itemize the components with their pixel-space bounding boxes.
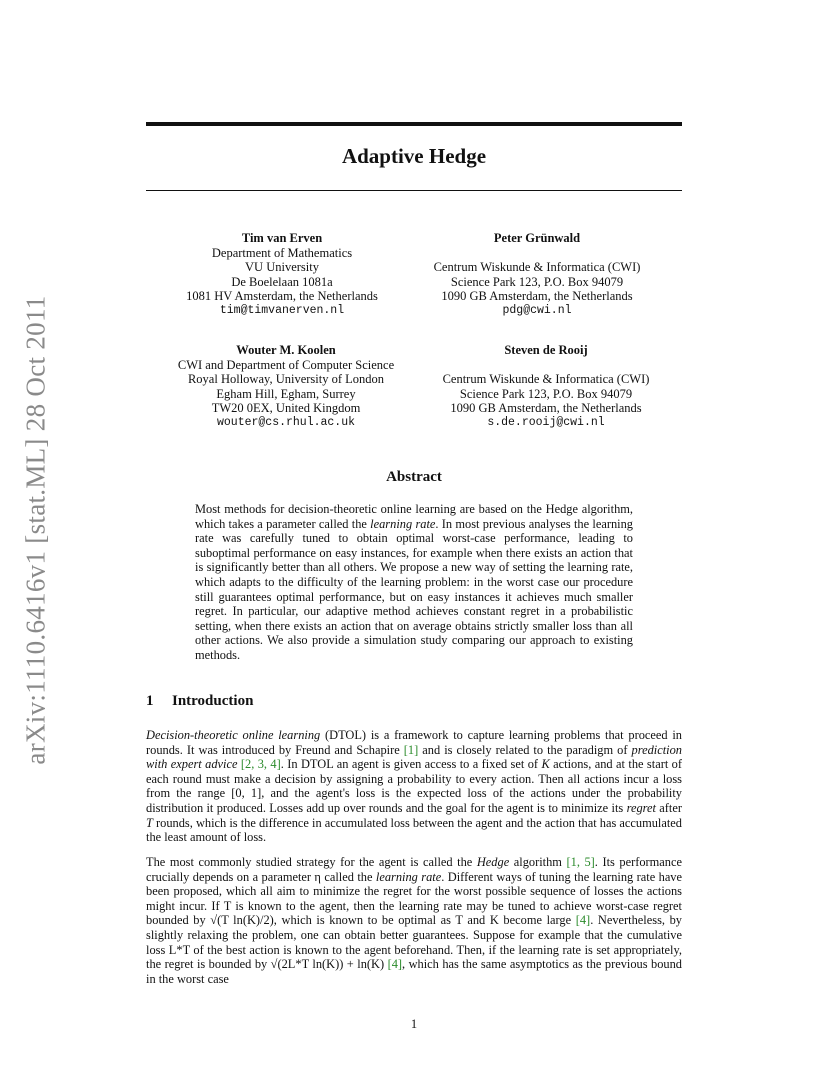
author-spacer (416, 358, 676, 373)
author-email: tim@timvanerven.nl (219, 303, 345, 317)
paragraph-text: (DTOL) is a framework to capture learning problems that proceed in rounds. It was introduced by Freund and Schapire (146, 728, 682, 757)
author-block-3 (156, 343, 416, 431)
page-number: 1 (410, 1017, 418, 1031)
author-name: Wouter M. Koolen (236, 343, 336, 357)
paragraph-text: after (655, 800, 683, 815)
section-number: 1 (146, 693, 154, 709)
author-affiliation-line: 1090 GB Amsterdam, the Netherlands (450, 401, 642, 416)
paper-title: Adaptive Hedge (341, 144, 487, 168)
paragraph-text: . Its performance crucially depends on a parameter η called the (146, 855, 682, 884)
abstract-text: Most methods for decision-theoretic online learning are based on the Hedge algorithm, which takes a parameter called the (195, 502, 633, 531)
citation-link[interactable]: [2, 3, 4] (240, 757, 281, 772)
emphasis: Hedge (476, 855, 510, 869)
author-affiliation-line: 1081 HV Amsterdam, the Netherlands (186, 289, 378, 304)
math-variable: K (541, 757, 550, 772)
abstract-heading: Abstract (386, 469, 442, 485)
author-affiliation-line: Royal Holloway, University of London (187, 372, 385, 387)
author-affiliation-line: Centrum Wiskunde & Informatica (CWI) (442, 372, 650, 387)
citation-link[interactable]: [4] (575, 913, 591, 928)
title-rule-top (146, 122, 682, 126)
abstract-text: . In most previous analyses the learning rate was carefully tuned to obtain optimal worst-case performance, leading to suboptimal performance on easy instances, for example when there exists an action that is significantly better than all others. We propose a new way of setting the learning rate, which adapts to the difficulty of the learning problem: in the worst case our procedure still guarantees optimal performance, but on easy instances it achieves much smaller regret. In particular, our adaptive method achieves constant regret in a probabilistic setting, when there exists an action that on average obtains strictly smaller loss than all other actions. We also provide a simulation study comparing our approach to existing methods. (195, 516, 633, 662)
emphasis: Decision-theoretic online learning (146, 728, 321, 742)
author-affiliation-line: Centrum Wiskunde & Informatica (CWI) (433, 260, 641, 275)
citation-link[interactable]: [4] (387, 957, 403, 972)
author-email: pdg@cwi.nl (502, 303, 572, 317)
paragraph-text: . Nevertheless, by slightly relaxing the problem, one can obtain better guarantees. Suppose for example that the cumulative loss L*T of the best action is known to the agent beforehand. Then, if the learning rate is set appropriately, the regret is bounded by √(2L*T ln(K)) + ln(K) (146, 913, 683, 972)
author-name: Tim van Erven (241, 231, 323, 245)
paragraph-text: The most commonly studied strategy for the agent is called the (146, 855, 477, 869)
paragraph-text: , which has the same asymptotics as the previous bound in the worst case (146, 957, 682, 986)
author-affiliation-line: Department of Mathematics (211, 245, 353, 260)
author-affiliation-line: CWI and Department of Computer Science (177, 357, 395, 372)
author-email: wouter@cs.rhul.ac.uk (216, 415, 356, 429)
author-block-1 (152, 231, 412, 319)
author-name: Steven de Rooij (504, 343, 588, 357)
paragraph-text: and is closely related to the paradigm of (418, 742, 632, 757)
title-rule-bottom (146, 190, 682, 191)
citation-link[interactable]: [1, 5] (566, 855, 595, 869)
author-affiliation-line: De Boelelaan 1081a (231, 274, 333, 289)
author-affiliation-line: 1090 GB Amsterdam, the Netherlands (441, 289, 633, 304)
author-affiliation-line: TW20 0EX, United Kingdom (211, 401, 361, 416)
author-affiliation-line: Science Park 123, P.O. Box 94079 (459, 386, 633, 401)
author-block-4 (416, 343, 676, 431)
section-title: Introduction (172, 693, 254, 709)
paragraph-text: rounds, which is the difference in accumulated loss between the agent and the action that has accumulated the least amount of loss. (146, 815, 682, 845)
abstract-emphasis: learning rate (370, 516, 436, 531)
author-affiliation-line: Science Park 123, P.O. Box 94079 (450, 274, 624, 289)
author-affiliation-line: VU University (245, 260, 319, 275)
emphasis: prediction with expert advice (146, 742, 682, 772)
paragraph-text: . Different ways of tuning the learning rate have been proposed, which all aim to minimize the regret for the worst possible sequence of losses the actions might incur. If T is known to the agent, then the learning rate may be tuned to achieve worst-case regret bounded by √(T ln(K)/2), which is known to be optimal as T and K become large (146, 869, 683, 928)
math-variable: T (146, 815, 153, 830)
abstract-body (195, 502, 633, 663)
intro-paragraph-1 (146, 728, 682, 845)
paragraph-text: algorithm (509, 855, 567, 869)
citation-link[interactable]: [1] (403, 742, 419, 757)
author-name: Peter Grünwald (493, 231, 581, 245)
author-email: s.de.rooij@cwi.nl (487, 415, 605, 429)
author-block-2 (407, 231, 667, 319)
emphasis: regret (626, 800, 656, 815)
section-heading (146, 693, 253, 710)
arxiv-sidebar-stamp: arXiv:1110.6416v1 [stat.ML] 28 Oct 2011 (20, 295, 51, 765)
emphasis: learning rate (375, 869, 442, 884)
intro-paragraph-2 (146, 855, 682, 986)
paragraph-text: actions, and at the start of each round must make a decision by assigning a probability to every action. Then all actions incur a loss from the range [0, 1], and the agent's loss is the expected loss of the actions under the probability distribution it produced. Losses add up over rounds and the goal for the agent is to minimize its (146, 757, 682, 815)
author-affiliation-line: Egham Hill, Egham, Surrey (216, 386, 356, 401)
paragraph-text: . In DTOL an agent is given access to a fixed set of (280, 757, 542, 772)
author-spacer (407, 246, 667, 261)
